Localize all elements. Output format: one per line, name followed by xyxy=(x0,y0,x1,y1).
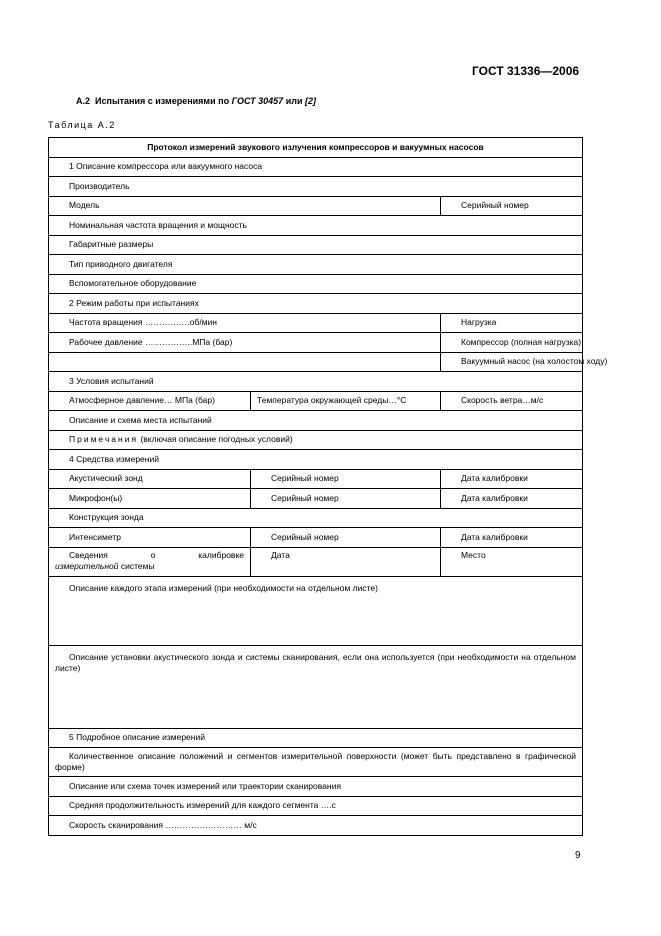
page-number: 9 xyxy=(575,850,581,861)
intensimeter-field: Интенсиметр xyxy=(49,528,251,548)
standard-number: ГОСТ 31336—2006 xyxy=(472,64,580,78)
calib-word-3: калибровке xyxy=(198,549,244,560)
calib-italic-word: измерительной xyxy=(55,560,119,571)
calib-date-field: Дата xyxy=(251,547,441,576)
gost-reference: ГОСТ 30457 xyxy=(231,96,284,106)
calib-word-2: о xyxy=(150,549,156,560)
section-heading xyxy=(76,96,316,106)
reference-2: [2] xyxy=(305,96,316,106)
scan-speed-field: Скорость сканирования ……………………… м/с xyxy=(49,816,583,836)
manufacturer-field: Производитель xyxy=(49,177,583,197)
section-title: Испытания с измерениями по xyxy=(95,96,230,106)
probe-field: Акустический зонд xyxy=(49,469,251,489)
nominal-field: Номинальная частота вращения и мощность xyxy=(49,216,583,236)
pressure-field: Рабочее давление ……………..МПа (бар) xyxy=(49,333,441,353)
section-or: или xyxy=(285,96,303,106)
quantitative-description: Количественное описание положений и сегментов измерительной поверхности (может быть представлено в графической форме) xyxy=(49,748,583,777)
calib-word-1: Сведения xyxy=(69,549,108,560)
calib-place-field: Место xyxy=(441,547,583,576)
probe-serial: Серийный номер xyxy=(251,469,441,489)
intensimeter-serial: Серийный номер xyxy=(251,528,441,548)
compressor-full-load: Компрессор (полная нагрузка) xyxy=(441,333,583,353)
calib-word-end: системы xyxy=(120,560,155,571)
table-title: Протокол измерений звукового излучения компрессоров и вакуумных насосов xyxy=(49,138,583,158)
notes-field xyxy=(49,430,583,450)
probe-calib-date: Дата калибровки xyxy=(441,469,583,489)
notes-text: (включая описание погодных условий) xyxy=(140,434,293,445)
intensimeter-calib-date: Дата калибровки xyxy=(441,528,583,548)
site-field: Описание и схема места испытаний xyxy=(49,411,583,431)
setup-description: Описание установки акустического зонда и системы сканирования, если она используется (при необходимости на отдельном листе) xyxy=(49,645,583,728)
temperature-field: Температура окружающей среды…°С xyxy=(251,391,441,411)
section-1: 1 Описание компрессора или вакуумного насоса xyxy=(49,157,583,177)
avg-duration-field: Средняя продолжительность измерений для каждого сегмента ….с xyxy=(49,796,583,816)
serial-number-field: Серийный номер xyxy=(441,196,583,216)
points-description: Описание или схема точек измерений или траектории сканирования xyxy=(49,777,583,797)
section-3: 3 Условия испытаний xyxy=(49,372,583,392)
section-5: 5 Подробное описание измерений xyxy=(49,728,583,748)
table-label: Таблица А.2 xyxy=(48,120,116,130)
drive-type-field: Тип приводного двигателя xyxy=(49,255,583,275)
calibration-info-field xyxy=(49,547,251,576)
dimensions-field: Габаритные размеры xyxy=(49,235,583,255)
probe-construction-field: Конструкция зонда xyxy=(49,508,583,528)
section-2: 2 Режим работы при испытаниях xyxy=(49,294,583,314)
atm-pressure-field: Атмосферное давление… МПа (бар) xyxy=(49,391,251,411)
load-field: Нагрузка xyxy=(441,313,583,333)
microphone-calib-date: Дата калибровки xyxy=(441,489,583,509)
model-field: Модель xyxy=(49,196,441,216)
wind-speed-field: Скорость ветра…м/с xyxy=(441,391,583,411)
aux-equipment-field: Вспомогательное оборудование xyxy=(49,274,583,294)
notes-label: Примечания xyxy=(69,434,139,445)
stage-description: Описание каждого этапа измерений (при необходимости на отдельном листе) xyxy=(49,576,583,645)
protocol-table xyxy=(48,137,608,836)
section-number: А.2 xyxy=(76,96,91,106)
vacuum-idle: Вакуумный насос (на холостом ходу) xyxy=(441,352,583,372)
section-4: 4 Средства измерений xyxy=(49,450,583,470)
microphone-field: Микрофон(ы) xyxy=(49,489,251,509)
microphone-serial: Серийный номер xyxy=(251,489,441,509)
rotation-speed-field: Частота вращения ………….…об/мин xyxy=(49,313,441,333)
blank-cell xyxy=(49,352,441,372)
